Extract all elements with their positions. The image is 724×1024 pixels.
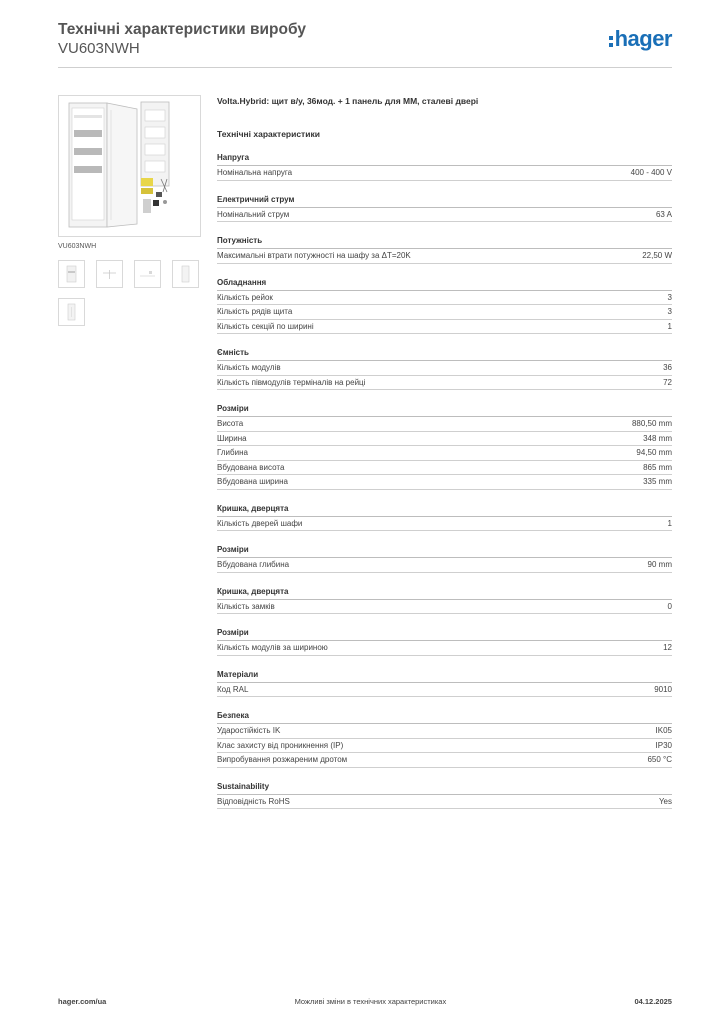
- image-caption: VU603NWH: [58, 243, 97, 250]
- logo-mark-icon: [609, 36, 613, 47]
- footer-notice: Можливі зміни в технічних характеристиках: [294, 997, 447, 1006]
- spec-value: 3: [667, 307, 672, 316]
- thumbnail-image: [97, 261, 122, 287]
- spec-group-title: Напруга: [217, 152, 672, 166]
- spec-value: 3: [667, 292, 672, 302]
- spec-row: [217, 641, 672, 656]
- spec-value: IK05: [655, 726, 672, 735]
- spec-label: Кількість модулів: [217, 363, 281, 372]
- page-header: [58, 20, 672, 68]
- spec-group-title: Ємність: [217, 347, 672, 361]
- spec-group-title: Обладнання: [217, 277, 672, 291]
- product-thumbnail[interactable]: [134, 260, 161, 288]
- spec-group: [217, 586, 672, 615]
- spec-group: [217, 194, 672, 223]
- spec-row: [217, 320, 672, 335]
- spec-value: 880,50 mm: [631, 419, 672, 428]
- spec-label: Кількість модулів за шириною: [217, 643, 328, 652]
- product-main-image[interactable]: [58, 95, 201, 237]
- spec-row: [217, 475, 672, 490]
- spec-label: Максимальні втрати потужності на шафу за ΔT=20K: [217, 251, 411, 260]
- spec-label: Кількість півмодулів терміналів на рейці: [217, 377, 366, 387]
- spec-group: [217, 669, 672, 698]
- spec-row: [217, 683, 672, 698]
- spec-row: [217, 795, 672, 810]
- spec-label: Кількість рядів щита: [217, 307, 293, 316]
- product-gallery: [58, 95, 201, 326]
- product-thumbnail[interactable]: [58, 260, 85, 288]
- spec-value: 72: [663, 377, 672, 387]
- spec-value: 22,50 W: [642, 251, 672, 260]
- spec-group-title: Sustainability: [217, 781, 672, 795]
- spec-value: 335 mm: [643, 477, 672, 486]
- spec-label: Клас захисту від проникнення (IP): [217, 740, 344, 750]
- spec-value: 400 - 400 V: [630, 168, 672, 177]
- spec-label: Глибина: [217, 448, 248, 457]
- thumbnail-image: [59, 299, 84, 325]
- spec-group-title: Кришка, дверцята: [217, 503, 672, 517]
- specifications-panel: [217, 95, 672, 809]
- spec-label: Код RAL: [217, 684, 249, 694]
- hager-logo: [609, 26, 672, 52]
- spec-label: Кількість секцій по ширині: [217, 321, 314, 331]
- spec-value: 12: [663, 643, 672, 652]
- spec-groups: [217, 152, 672, 809]
- spec-row: [217, 558, 672, 573]
- spec-value: 63 A: [655, 209, 672, 219]
- spec-label: Відповідність RoHS: [217, 796, 290, 806]
- spec-group: [217, 347, 672, 390]
- spec-group: [217, 277, 672, 335]
- spec-row: [217, 291, 672, 306]
- spec-value: 0: [667, 601, 672, 611]
- spec-row: [217, 724, 672, 739]
- spec-label: Випробування розжареним дротом: [217, 755, 348, 764]
- spec-group-title: Кришка, дверцята: [217, 586, 672, 600]
- product-thumbnail[interactable]: [172, 260, 199, 288]
- spec-group-title: Розміри: [217, 403, 672, 417]
- spec-group-title: Розміри: [217, 627, 672, 641]
- spec-label: Кількість дверей шафи: [217, 518, 303, 528]
- spec-group: [217, 403, 672, 490]
- footer-website[interactable]: hager.com/ua: [58, 997, 107, 1006]
- page-footer: [58, 997, 672, 1006]
- spec-row: [217, 446, 672, 461]
- spec-row: [217, 361, 672, 376]
- spec-group: [217, 627, 672, 656]
- spec-group-title: Безпека: [217, 710, 672, 724]
- spec-label: Номінальна напруга: [217, 168, 293, 177]
- spec-label: Ширина: [217, 433, 247, 443]
- spec-row: [217, 417, 672, 432]
- spec-label: Кількість рейок: [217, 292, 273, 302]
- spec-group: [217, 781, 672, 810]
- spec-value: 36: [663, 363, 672, 372]
- spec-row: [217, 739, 672, 754]
- spec-row: [217, 432, 672, 447]
- spec-group: [217, 544, 672, 573]
- spec-row: [217, 517, 672, 532]
- spec-group-title: Електричний струм: [217, 194, 672, 208]
- spec-value: 9010: [654, 684, 672, 694]
- spec-label: Вбудована глибина: [217, 560, 290, 569]
- product-thumbnail[interactable]: [58, 298, 85, 326]
- thumbnail-strip: [58, 260, 201, 326]
- spec-value: 865 mm: [643, 462, 672, 472]
- spec-label: Висота: [217, 419, 244, 428]
- spec-row: [217, 376, 672, 391]
- thumbnail-image: [173, 261, 198, 287]
- product-title: Volta.Hybrid: щит в/у, 36мод. + 1 панель для ММ, сталеві двері: [217, 96, 479, 106]
- spec-row: [217, 461, 672, 476]
- spec-label: Вбудована ширина: [217, 477, 288, 486]
- spec-value: 348 mm: [643, 433, 672, 443]
- document-title: Технічні характеристики виробу: [58, 21, 306, 38]
- spec-value: 1: [667, 518, 672, 528]
- thumbnail-image: [135, 261, 160, 287]
- spec-value: 94,50 mm: [636, 448, 672, 457]
- spec-group-title: Потужність: [217, 235, 672, 249]
- spec-row: [217, 305, 672, 320]
- spec-group: [217, 235, 672, 264]
- spec-value: 1: [667, 321, 672, 331]
- product-thumbnail[interactable]: [96, 260, 123, 288]
- spec-value: 650 °C: [647, 755, 672, 764]
- spec-value: 90 mm: [647, 560, 672, 569]
- spec-group-title: Матеріали: [217, 669, 672, 683]
- spec-row: [217, 208, 672, 223]
- logo-text: hager: [614, 26, 672, 51]
- spec-group: [217, 152, 672, 181]
- spec-row: [217, 249, 672, 264]
- spec-value: Yes: [658, 796, 672, 806]
- spec-group: [217, 710, 672, 768]
- spec-label: Вбудована висота: [217, 462, 285, 472]
- thumbnail-image: [59, 261, 84, 287]
- spec-label: Кількість замків: [217, 601, 275, 611]
- spec-value: IP30: [655, 740, 672, 750]
- footer-date: 04.12.2025: [634, 997, 672, 1006]
- spec-group: [217, 503, 672, 532]
- product-code: VU603NWH: [58, 40, 140, 57]
- spec-group-title: Розміри: [217, 544, 672, 558]
- spec-label: Ударостійкість IK: [217, 726, 281, 735]
- distribution-board-illustration: [59, 96, 201, 237]
- section-title: Технічні характеристики: [217, 129, 320, 139]
- spec-label: Номінальний струм: [217, 209, 290, 219]
- spec-row: [217, 600, 672, 615]
- spec-row: [217, 753, 672, 768]
- spec-row: [217, 166, 672, 181]
